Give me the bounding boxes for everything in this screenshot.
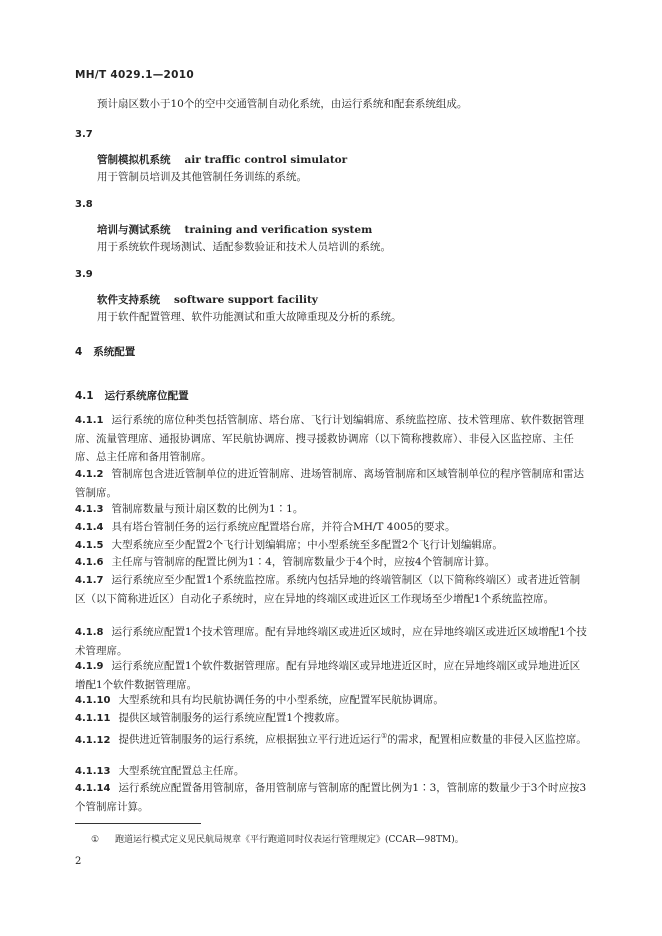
intro-paragraph: 预计扇区数小于10个的空中交通管制自动化系统，由运行系统和配套系统组成。 [97,98,468,110]
term-definition: 用于软件配置管理、软件功能测试和重大故障重现及分析的系统。 [97,311,402,323]
clause-text: 主任席与管制席的配置比例为1∶4，管制席数量少于4个时，应按4个管制席计算。 [111,556,496,568]
clause-text-continued: 的需求，配置相应数量的非侵入区监控席。 [387,733,587,746]
term-number: 3.8 [75,199,93,210]
subsection-heading [75,387,590,405]
section-number: 4 [75,346,83,358]
footnote-text: 跑道运行模式定义见民航局规章《平行跑道同时仪表运行管理规定》(CCAR—98TM)。 [115,835,464,845]
clause-number: 4.1.12 [75,734,111,746]
footnote-reference[interactable]: ① [380,732,388,740]
term-title [97,221,590,239]
clause [75,465,590,502]
subsection-title: 运行系统席位配置 [104,390,189,402]
term-number: 3.7 [75,129,93,140]
clause-number: 4.1.10 [75,695,111,706]
clause [75,518,590,537]
clause [75,779,590,816]
term-chinese: 培训与测试系统 [97,224,171,236]
clause-text: 大型系统应至少配置2个飞行计划编辑席；中小型系统至多配置2个飞行计划编辑席。 [111,539,503,551]
clause-text: 提供区域管制服务的运行系统应配置1个搜救席。 [118,712,346,724]
clause-number: 4.1.11 [75,713,111,724]
clause [75,500,590,519]
term-number: 3.9 [75,269,93,280]
section-title: 系统配置 [93,346,136,358]
footnote-divider [75,823,201,824]
clause [75,691,590,710]
clause [75,553,590,572]
clause-text: 运行系统应配置1个技术管理席。配有异地终端区或进近区域时，应在异地终端区或进近区域增配1个技术管理席。 [75,626,587,657]
clause-text: 提供进近管制服务的运行系统，应根据独立平行进近运行 [118,733,381,746]
clause-text: 运行系统应至少配置1个系统监控席。系统内包括异地的终端管制区（以下简称终端区）或者进近管制区（以下简称进近区）自动化子系统时，应在异地的终端区或进近区工作现场至少增配1个系统监控席。 [75,574,581,605]
clause-number: 4.1.3 [75,504,104,515]
clause-text: 大型系统和具有均民航协调任务的中小型系统，应配置军民航协调席。 [118,694,444,706]
term-chinese: 管制模拟机系统 [97,154,171,166]
clause [75,411,590,466]
term-english: training and verification system [184,224,373,236]
clause [75,571,590,608]
term-english: software support facility [174,294,318,306]
term-title [97,151,590,169]
term-title [97,291,590,309]
term-english: air traffic control simulator [184,154,348,166]
clause [75,623,590,660]
clause-text: 具有塔台管制任务的运行系统应配置塔台席，并符合MH/T 4005的要求。 [111,521,456,533]
clause [75,657,590,694]
clause-text: 管制席包含进近管制单位的进近管制席、进场管制席、离场管制席和区域管制单位的程序管制席和雷达管制席。 [75,468,584,499]
clause-text: 运行系统的席位种类包括管制席、塔台席、飞行计划编辑席、系统监控席、技术管理席、软件数据管理席、流量管理席、通报协调席、军民航协调席、搜寻援救协调席（以下简称搜救席）、非侵入区监控席、主任席、总主任席和备用管制席。 [75,414,584,463]
clause [75,709,590,728]
clause-number: 4.1.2 [75,469,104,480]
clause-number: 4.1.9 [75,661,104,672]
subsection-number: 4.1 [75,390,94,402]
clause-text: 大型系统宜配置总主任席。 [118,765,245,777]
clause-number: 4.1.6 [75,557,104,568]
standard-header: MH/T 4029.1—2010 [75,69,194,81]
term-definition: 用于系统软件现场测试、适配参数验证和技术人员培训的系统。 [97,241,391,253]
clause-number: 4.1.4 [75,522,104,533]
clause-number: 4.1.1 [75,415,104,426]
footnote-mark: ① [91,835,100,845]
clause-number: 4.1.8 [75,627,104,638]
section-heading [75,343,590,361]
clause-number: 4.1.13 [75,766,111,777]
term-definition: 用于管制员培训及其他管制任务训练的系统。 [97,171,307,183]
clause-text: 管制席数量与预计扇区数的比例为1∶1。 [111,503,304,515]
term-chinese: 软件支持系统 [97,294,160,306]
page-number: 2 [75,856,82,867]
clause [75,727,590,750]
clause-number: 4.1.7 [75,575,104,586]
clause-number: 4.1.14 [75,783,111,794]
clause-text: 运行系统应配置1个软件数据管理席。配有异地终端区或异地进近区时，应在异地终端区或异地进近区增配1个软件数据管理席。 [75,660,581,691]
clause-number: 4.1.5 [75,540,104,551]
footnote [91,833,464,847]
clause-text: 运行系统应配置备用管制席，备用管制席与管制席的配置比例为1∶3，管制席的数量少于3个时应按3个管制席计算。 [75,782,587,813]
